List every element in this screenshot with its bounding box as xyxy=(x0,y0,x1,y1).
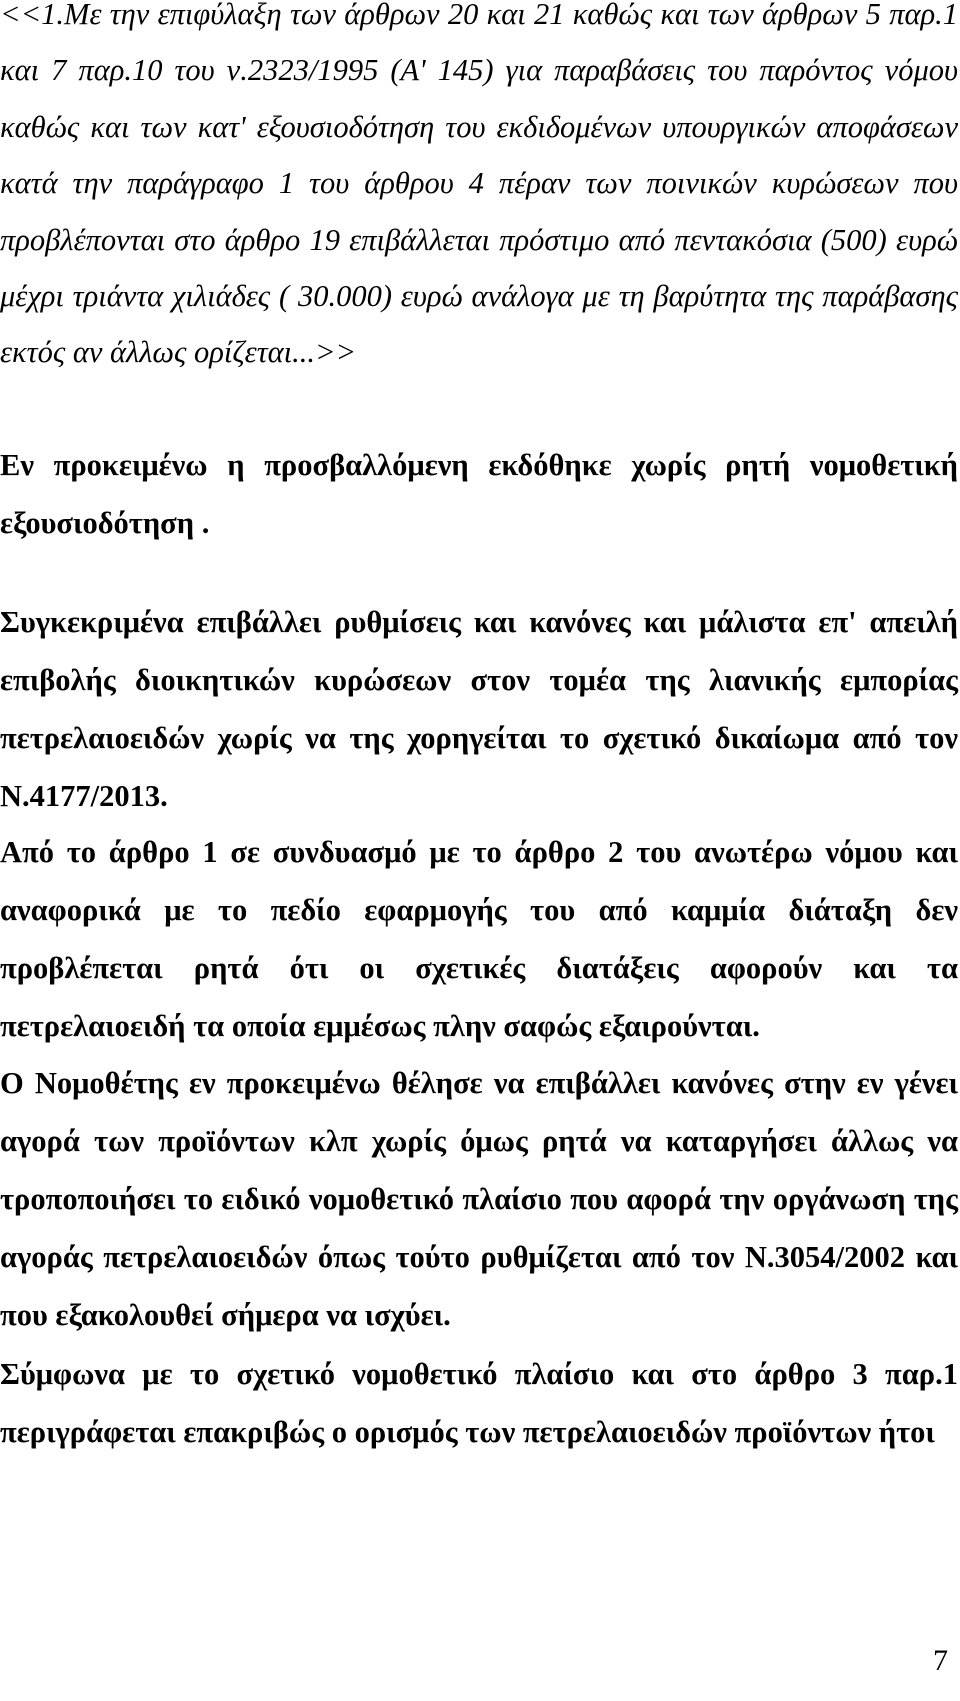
body-paragraph-legislator: Ο Νομοθέτης εν προκειμένω θέλησε να επιβάλλει κανόνες στην εν γένει αγορά των προϊόντων κλπ χωρίς όμως ρητά να καταργήσει άλλως να τροποποιήσει το ειδικό νομοθετικό πλαίσιο που αφορά την οργάνωση της αγοράς πετρελαιοειδών όπως τούτο ρυθμίζεται από τον Ν.3054/2002 και που εξακολουθεί σήμερα να ισχύει. xyxy=(0,1066,958,1332)
body-paragraph-article-1: Από το άρθρο 1 σε συνδυασμό με το άρθρο 2 του ανωτέρω νόμου και αναφορικά με το πεδίο εφαρμογής του από καμμία διάταξη δεν προβλέπεται ρητά ότι οι σχετικές διατάξεις αφορούν και τα πετρελαιοειδή τα οποία εμμέσως πλην σαφώς εξαιρούνται. xyxy=(0,835,958,1043)
page-number: 7 xyxy=(933,1644,948,1677)
quoted-law-paragraph: <<1.Με την επιφύλαξη των άρθρων 20 και 21 καθώς και των άρθρων 5 παρ.1 και 7 παρ.10 του ν.2323/1995 (Α' 145) για παραβάσεις του παρόντος νόμου καθώς και των κατ' εξουσιοδότηση του εκδιδομένων υπουργικών αποφάσεων κατά την παράγραφο 1 του άρθρου 4 πέραν των ποινικών κυρώσεων που προβλέπονται στο άρθρο 19 επιβάλλεται πρόστιμο από πεντακόσια (500) ευρώ μέχρι τριάντα χιλιάδες ( 30.000) ευρώ ανάλογα με τη βαρύτητα της παράβασης εκτός αν άλλως ορίζεται...>> xyxy=(0,0,958,370)
body-paragraph-according: Σύμφωνα με το σχετικό νομοθετικό πλαίσιο και στο άρθρο 3 παρ.1 περιγράφεται επακριβώς ο ορισμός των πετρελαιοειδών προϊόντων ήτοι xyxy=(0,1357,958,1449)
body-paragraph-specifically: Συγκεκριμένα επιβάλλει ρυθμίσεις και κανόνες και μάλιστα επ' απειλή επιβολής διοικητικών κυρώσεων στον τομέα της λιανικής εμπορίας πετρελαιοειδών χωρίς να της χορηγείται το σχετικό δικαίωμα από τον Ν.4177/2013. xyxy=(0,605,958,813)
body-paragraph-no-authorization: Εν προκειμένω η προσβαλλόμενη εκδόθηκε χωρίς ρητή νομοθετική εξουσιοδότηση . xyxy=(0,448,958,540)
